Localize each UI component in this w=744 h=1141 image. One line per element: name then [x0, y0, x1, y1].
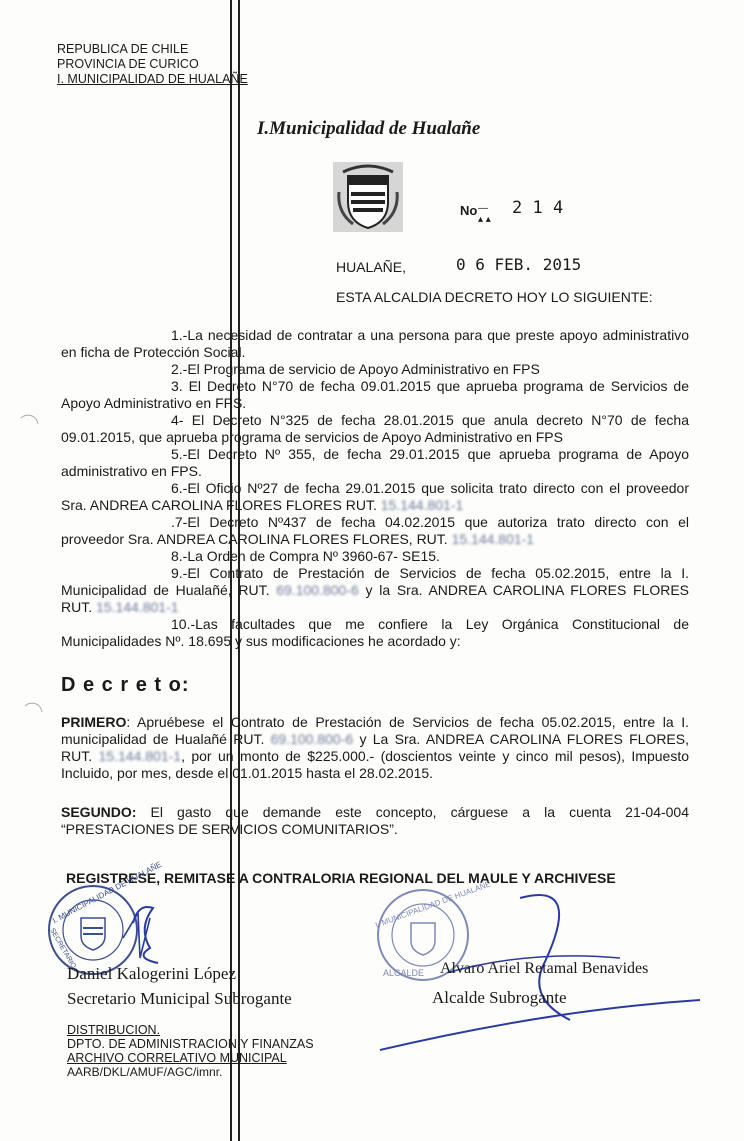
item-5: 5.-El Decreto Nº 355, de fecha 29.01.2015 que aprueba programa de Apoyo administrativo en FPS.: [61, 446, 689, 479]
coat-of-arms: [333, 162, 403, 232]
header-province: PROVINCIA DE CURICO: [57, 57, 199, 71]
primero-text-b: y La Sra. ANDREA CAROLINA FLORES FLORES, RUT.: [61, 731, 689, 764]
punch-hole-top: [18, 412, 40, 434]
number-redaction: — ▴ ▴: [478, 203, 491, 225]
header-republic: REPUBLICA DE CHILE: [57, 42, 189, 56]
item-7-text: .7-El Decreto Nº437 de fecha 04.02.2015 que autoriza trato directo con el proveedor Sra. ANDREA CAROLINA FLORES FLORES, RUT.: [61, 514, 689, 547]
item-7: [61, 514, 689, 548]
header-municipality: I. MUNICIPALIDAD DE HUALAÑE: [57, 72, 248, 86]
item-3: 3. El Decreto N°70 de fecha 09.01.2015 que aprueba programa de Servicios de Apoyo Administrativo en FPS.: [61, 378, 689, 411]
segundo-paragraph: [61, 804, 689, 838]
seal-right-bottom: ALCALDE: [383, 968, 425, 978]
coat-of-arms-icon: [333, 162, 403, 232]
primero-text-c: , por un monto de $225.000.- (doscientos veinte y cinco mil pesos), Impuesto Incluido, por mes, desde el 01.01.2015 hasta el 28.02.2015.: [61, 748, 690, 781]
item-1: 1.-La necesidad de contratar a una persona para que preste apoyo administrativo en ficha de Protección Social.: [61, 327, 689, 360]
item-4: 4- El Decreto N°325 de fecha 28.01.2015 que anula decreto N°70 de fecha 09.01.2015, que aprueba programa de servicios de Apoyo Administrativo en FPS: [61, 412, 689, 445]
item-8: 8.-La Orden de Compra Nº 3960-67- SE15.: [171, 548, 440, 564]
redacted-rut: 15.144.801-1: [96, 599, 179, 615]
item-9-text: 9.-El Contrato de Prestación de Servicios de fecha 05.02.2015, entre la I. Municipalidad de Hualañé, RUT.: [61, 565, 689, 598]
signatory-right-name: Alvaro Ariel Retamal Benavides: [440, 960, 649, 977]
intro-text: ESTA ALCALDIA DECRETO HOY LO SIGUIENTE:: [336, 289, 653, 305]
item-6-text: 6.-El Oficio Nº27 de fecha 29.01.2015 que solicita trato directo con el proveedor Sra. ANDREA CAROLINA FLORES FLORES RUT.: [61, 480, 689, 513]
redacted-rut-muni: 69.100.800-6: [276, 582, 359, 598]
punch-hole-bottom: [22, 700, 44, 722]
registrese-line: REGISTRESE, REMITASE A CONTRALORIA REGIONAL DEL MAULE Y ARCHIVESE: [66, 870, 616, 886]
segundo-text: El gasto que demande este concepto, cárguese a la cuenta 21-04-004 “PRESTACIONES DE SERVICIOS COMUNITARIOS”.: [61, 804, 690, 837]
decree-number: 2 1 4: [512, 198, 564, 218]
item-9: [61, 565, 689, 616]
item-6: [61, 480, 689, 514]
distribution-item-finance: DPTO. DE ADMINISTRACION Y FINANZAS: [67, 1037, 314, 1051]
distribution-title: DISTRIBUCION.: [67, 1023, 161, 1037]
redacted-rut: 15.144.801-1: [98, 748, 182, 764]
signatory-left-title: Secretario Municipal Subrogante: [67, 989, 292, 1008]
distribution-item-archive: ARCHIVO CORRELATIVO MUNICIPAL: [67, 1051, 287, 1065]
page-title: I.Municipalidad de Hualañe: [257, 118, 481, 139]
redacted-rut: 15.144.801-1: [451, 531, 535, 547]
signatory-left-name: Daniel Kalogerini López: [67, 964, 236, 983]
distribution-initials: AARB/DKL/AMUF/AGC/imnr.: [67, 1065, 223, 1079]
segundo-label: SEGUNDO:: [61, 804, 137, 820]
primero-label: PRIMERO: [61, 714, 127, 730]
decreto-heading: D e c r e t o:: [61, 674, 190, 696]
redacted-rut: 15.144.801-1: [380, 497, 464, 513]
seal-right-text: I. MUNICIPALIDAD DE HUALAÑE: [374, 879, 492, 930]
primero-text-a: : Apruébese el Contrato de Prestación de Servicios de fecha 05.02.2015, entre la I. municipalidad de Hualañé RUT.: [61, 714, 689, 747]
signatory-right-title: Alcalde Subrogante: [432, 988, 567, 1007]
place: HUALAÑE,: [336, 259, 407, 275]
seal-left-bottom: SECRETARIO: [48, 927, 77, 970]
redacted-rut-muni: 69.100.800-6: [270, 731, 354, 747]
date-stamp: 0 6 FEB. 2015: [456, 255, 582, 274]
primero-paragraph: [61, 714, 689, 782]
number-label: No: [460, 203, 478, 218]
seal-left-text: I. MUNICIPALIDAD DE HUALAÑE: [51, 859, 164, 926]
item-2: 2.-El Programa de servicio de Apoyo Administrativo en FPS: [171, 361, 540, 377]
item-9-text-b: y la Sra. ANDREA CAROLINA FLORES FLORES RUT.: [61, 582, 690, 615]
item-10: 10.-Las facultades que me confiere la Ley Orgánica Constitucional de Municipalidades Nº. 18.695 y sus modificaciones he acordado y:: [61, 616, 689, 649]
